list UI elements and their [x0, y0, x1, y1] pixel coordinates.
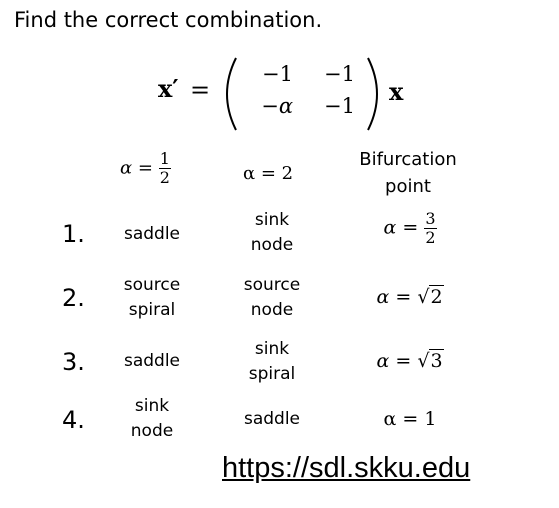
source-url-link[interactable]: https://sdl.skku.edu: [222, 452, 471, 484]
row-4-alpha-two-line1: saddle: [243, 409, 301, 429]
row-4-alpha-half-line1: sink: [134, 396, 170, 416]
row-1-bif-fraction: [424, 210, 436, 247]
row-2-alpha-half-line2: spiral: [128, 300, 176, 320]
question-prompt: Find the correct combination.: [14, 8, 323, 32]
header-col1-den: 2: [159, 168, 170, 187]
row-3-bif-sqrt: √3: [417, 350, 443, 372]
row-2-alpha-two-line2: node: [250, 300, 294, 320]
row-2-bif-sqrt: √2: [417, 286, 443, 308]
row-4-alpha-two: [212, 407, 332, 432]
row-3-bif-eq: =: [395, 350, 412, 372]
row-2-alpha-half: [92, 273, 212, 323]
equation-equals: =: [190, 76, 211, 104]
row-2-bif-radicand: 2: [430, 286, 443, 308]
row-3-bifurcation: [340, 350, 480, 372]
matrix-r1c1: −1: [262, 62, 293, 86]
row-1-bif-num: 3: [425, 209, 436, 228]
row-1-alpha-two-line1: sink: [254, 210, 290, 230]
header-col1-eq: =: [137, 157, 153, 179]
row-3-alpha-half-line1: saddle: [123, 351, 181, 371]
row-2-alpha-two-line1: source: [243, 275, 301, 295]
row-3-number: 3.: [62, 348, 85, 376]
row-3-alpha-half: [92, 349, 212, 374]
matrix-r2c1: −α: [261, 94, 293, 118]
row-1-bif-eq: =: [402, 216, 419, 239]
row-2-bif-eq: =: [395, 286, 412, 308]
row-2-alpha-two: [212, 273, 332, 323]
equation-rhs: x: [389, 77, 404, 106]
row-3-alpha-two-line1: sink: [254, 339, 290, 359]
header-col1-fraction: [159, 150, 171, 187]
header-alpha-half: [120, 150, 171, 187]
row-2-alpha-half-line1: source: [123, 275, 181, 295]
header-bifurcation-line2: point: [385, 176, 431, 197]
row-4-alpha-half: [92, 394, 212, 444]
row-4-alpha-half-line2: node: [130, 421, 174, 441]
row-4-number: 4.: [62, 406, 85, 434]
row-3-alpha-two-line2: spiral: [248, 364, 296, 384]
header-col1-var: α: [120, 157, 133, 179]
row-1-number: 1.: [62, 220, 85, 248]
row-1-alpha-two-line2: node: [250, 235, 294, 255]
row-3-bif-radicand: 3: [430, 350, 443, 372]
row-2-number: 2.: [62, 284, 85, 312]
row-4-bifurcation: α = 1: [383, 408, 437, 430]
row-1-alpha-half-line1: saddle: [123, 224, 181, 244]
header-bifurcation: [343, 146, 473, 200]
row-1-bif-den: 2: [425, 228, 436, 247]
header-alpha-two: α = 2: [243, 163, 294, 184]
row-1-bif-var: α: [383, 216, 397, 239]
row-2-bifurcation: [340, 286, 480, 308]
row-1-bifurcation: [340, 210, 480, 247]
row-2-bif-var: α: [376, 286, 390, 308]
matrix-right-paren: [360, 54, 390, 134]
equation-lhs: x′: [158, 74, 179, 103]
header-bifurcation-line1: Bifurcation: [359, 149, 457, 170]
row-1-alpha-two: [212, 208, 332, 258]
row-1-alpha-half: [92, 222, 212, 247]
row-3-bif-var: α: [376, 350, 390, 372]
header-col1-num: 1: [159, 149, 170, 168]
matrix-r2c2: −1: [324, 94, 355, 118]
row-3-alpha-two: [212, 337, 332, 387]
matrix-r1c2: −1: [324, 62, 355, 86]
